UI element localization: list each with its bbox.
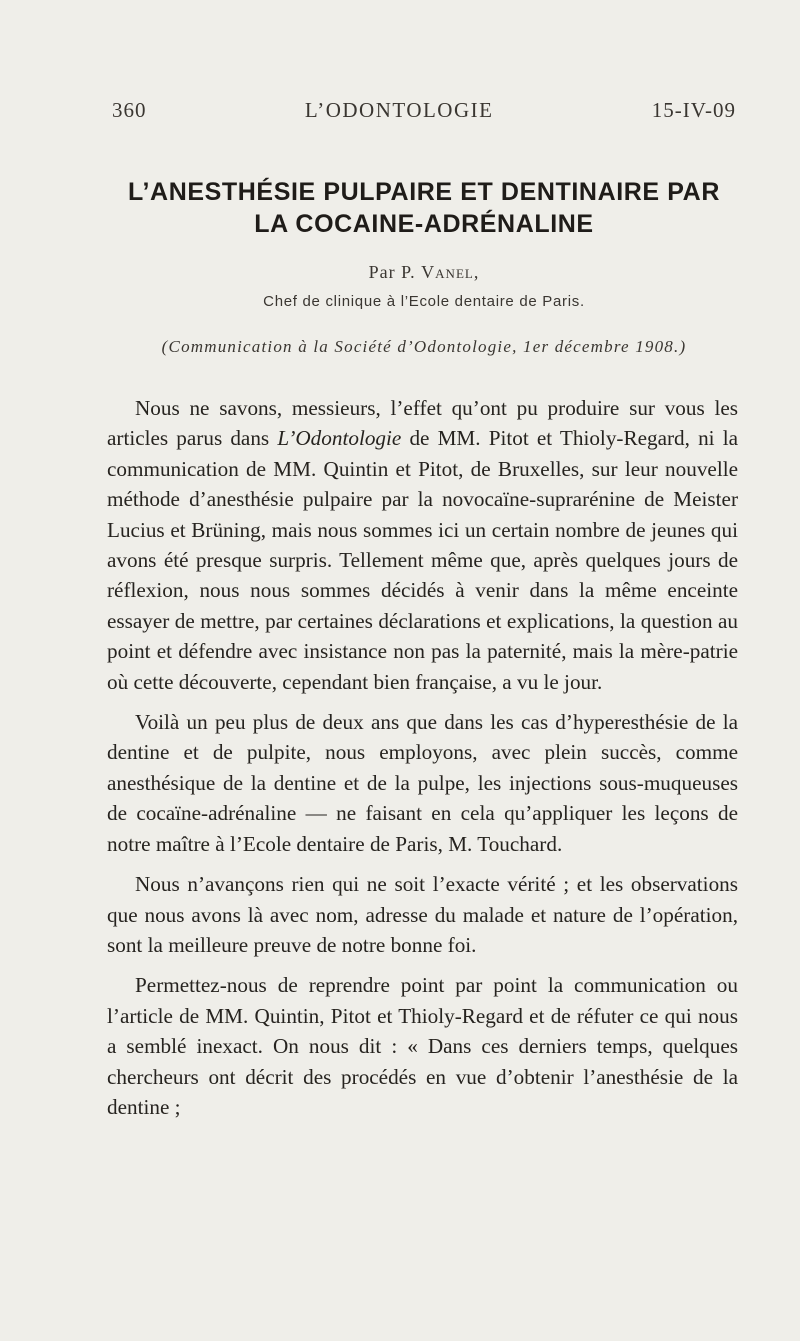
author-name: Vanel,: [421, 262, 480, 282]
running-head: [112, 98, 736, 123]
title-line-2: LA COCAINE-ADRÉNALINE: [254, 210, 594, 238]
paragraph-2: Voilà un peu plus de deux ans que dans les cas d’hyperesthésie de la dentine et de pulpite, nous employons, avec plein succès, comme anesthésique de la dentine et de la pulpe, les injections sous-muqueuses de cocaïne-adrénaline — ne faisant en cela qu’appliquer les leçons de notre maître à l’Ecole dentaire de Paris, M. Touchard.: [107, 710, 738, 856]
communication-note: (Communication à la Société d’Odontologie, 1er décembre 1908.): [161, 337, 687, 356]
issue-date: 15-IV-09: [651, 98, 736, 122]
page-number: 360: [112, 98, 147, 122]
author-affiliation: Chef de clinique à l’Ecole dentaire de Paris.: [263, 293, 585, 310]
article-title: [100, 176, 748, 240]
byline-prefix: Par P.: [368, 262, 416, 282]
paragraph-3: Nous n’avançons rien qui ne soit l’exacte vérité ; et les observations que nous avons là avec nom, adresse du malade et nature de l’opération, sont la meilleure preuve de notre bonne foi.: [107, 872, 738, 957]
byline: [112, 262, 736, 283]
article-body: [107, 393, 738, 1122]
paragraph-4: Permettez-nous de reprendre point par point la communication ou l’article de MM. Quintin, Pitot et Thioly-Regard et de réfuter ce qui nous a semblé inexact. On nous dit : « Dans ces derniers temps, quelques chercheurs ont décrit des procédés en vue d’obtenir l’anesthésie de la dentine ;: [107, 973, 738, 1119]
paragraph-1: Nous ne savons, messieurs, l’effet qu’ont pu produire sur vous les articles parus dans L’Odontologie de MM. Pitot et Thioly-Regard, ni la communication de MM. Quintin et Pitot, de Bruxelles, sur leur nouvelle méthode d’anesthésie pulpaire par la novocaïne-suprarénine de Meister Lucius et Brüning, mais nous sommes ici un certain nombre de jeunes qui avons été presque surpris. Tellement même que, après quelques jours de réflexion, nous nous sommes décidés à venir dans la même enceinte essayer de mettre, par certaines déclarations et explications, la question au point et défendre avec insistance non pas la paternité, mais la mère-patrie où cette découverte, cependant bien française, a vu le jour.: [107, 396, 738, 694]
title-line-1: L’ANESTHÉSIE PULPAIRE ET DENTINAIRE PAR: [128, 178, 720, 206]
journal-title-italic: L’Odontologie: [277, 426, 402, 451]
journal-name: L’ODONTOLOGIE: [304, 98, 494, 122]
